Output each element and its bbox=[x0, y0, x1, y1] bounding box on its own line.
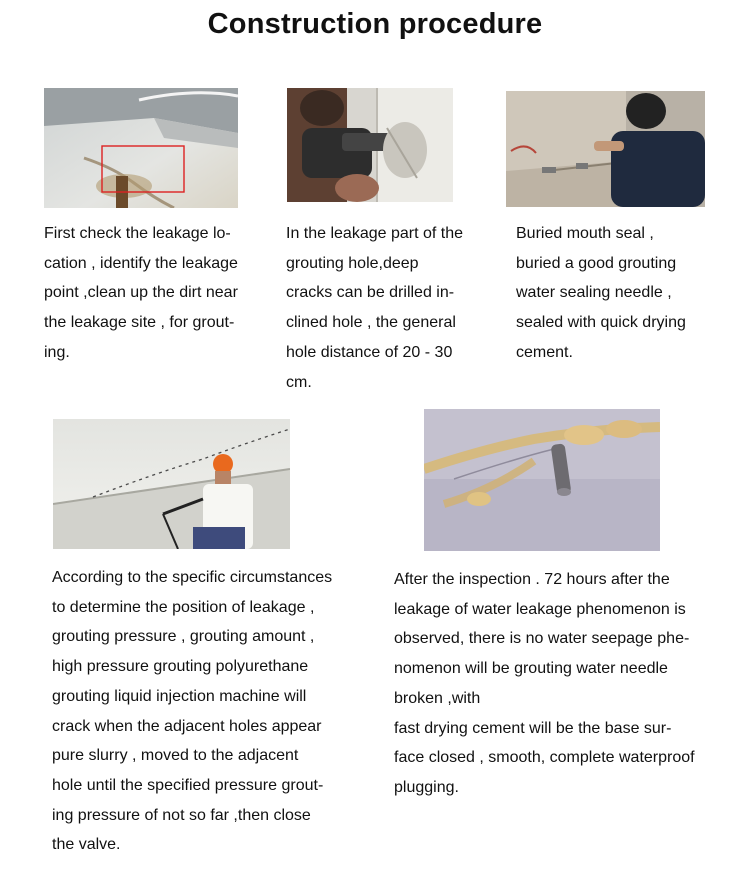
step-1-photo bbox=[44, 88, 238, 208]
step-5-photo bbox=[424, 409, 660, 551]
step-1-description: First check the leakage lo- cation , identify the leakage point ,clean up the dirt near the leakage site , for grout- ing. bbox=[44, 225, 238, 361]
step-2-description: In the leakage part of the grouting hole,deep cracks can be drilled in- clined hole , the general hole distance of 20 - 30 cm. bbox=[286, 225, 464, 391]
step-3-description: Buried mouth seal , buried a good grouting water sealing needle , sealed with quick drying cement. bbox=[516, 225, 686, 361]
step-3-photo bbox=[506, 91, 705, 207]
step-4-photo bbox=[53, 419, 290, 549]
page-title: Construction procedure bbox=[207, 8, 543, 40]
step-4-description: According to the specific circumstances to determine the position of leakage , grouting pressure , grouting amount , high pressure grouting polyurethane grouting liquid injection machine will crack when the adjacent holes appear pure slurry , moved to the adjacent hole until the specified pressure grout- ing pressure of not so far ,then close the valve. bbox=[52, 569, 333, 854]
step-5-description: After the inspection . 72 hours after the leakage of water leakage phenomenon is observed, there is no water seepage phe- nomenon will be grouting water needle broken ,with fast drying cement will be the base sur- face closed , smooth, complete waterproof plugging. bbox=[394, 571, 695, 796]
step-2-photo bbox=[287, 88, 453, 202]
